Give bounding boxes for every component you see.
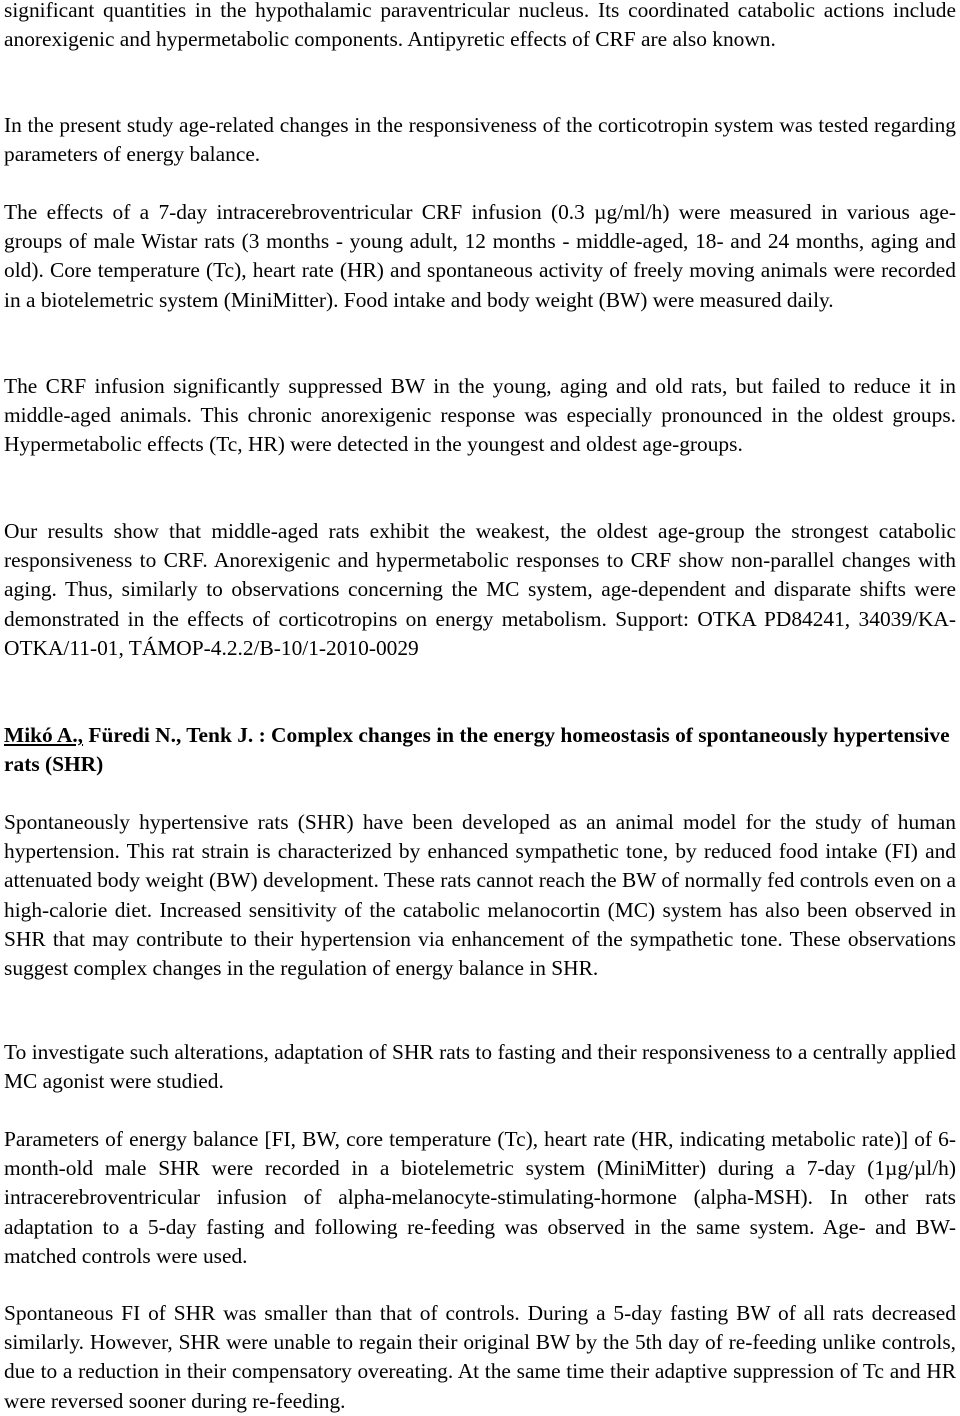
paragraph-shr-results: Spontaneous FI of SHR was smaller than that of controls. During a 5-day fasting BW of all rats decreased similarly. However, SHR were unable to regain their original BW by the 5th day of re-feeding unlike controls, due to a reduction in their compensatory overeating. At the same time their adaptive suppression of Tc and HR were reversed sooner during re-feeding. [4,1301,956,1413]
paragraph-conclusions: Our results show that middle-aged rats exhibit the weakest, the oldest age-group the strongest catabolic responsiveness to CRF. Anorexigenic and hypermetabolic responses to CRF show non-parallel changes with aging. Thus, similarly to observations concerning the MC system, age-dependent and disparate shifts were demonstrated in the effects of corticotropins on energy metabolism. Support: OTKA PD84241, 34039/KA-OTKA/11-01, TÁMOP-4.2.2/B-10/1-2010-0029 [4,519,956,660]
paragraph-intro-continued: significant quantities in the hypothalamic paraventricular nucleus. Its coordinated catabolic actions include anorexigenic and hypermetabolic components. Antipyretic effects of CRF are also known. [4,0,956,52]
paragraph-shr-background: Spontaneously hypertensive rats (SHR) have been developed as an animal model for the study of human hypertension. This rat strain is characterized by enhanced sympathetic tone, by reduced food intake (FI) and attenuated body weight (BW) development. These rats cannot reach the BW of normally fed controls even on a high-calorie diet. Increased sensitivity of the catabolic melanocortin (MC) system has also been observed in SHR that may contribute to their hypertension via enhancement of the sympathetic tone. These observations suggest complex changes in the regulation of energy balance in SHR. [4,810,956,981]
abstract-heading [4,721,956,779]
paragraph-results: The CRF infusion significantly suppressed BW in the young, aging and old rats, but failed to reduce it in middle-aged animals. This chronic anorexigenic response was especially pronounced in the oldest groups. Hypermetabolic effects (Tc, HR) were detected in the youngest and oldest age-groups. [4,374,956,457]
paragraph-present-study: In the present study age-related changes in the responsiveness of the corticotropin system was tested regarding parameters of energy balance. [4,113,956,167]
authors-and-title: Füredi N., Tenk J. : Complex changes in the energy homeostasis of spontaneously hypertensive rats (SHR) [4,723,950,777]
first-author: Mikó A., [4,723,84,747]
paragraph-methods: The effects of a 7-day intracerebroventricular CRF infusion (0.3 µg/ml/h) were measured in various age-groups of male Wistar rats (3 months - young adult, 12 months - middle-aged, 18- and 24 months, aging and old). Core temperature (Tc), heart rate (HR) and spontaneous activity of freely moving animals were recorded in a biotelemetric system (MiniMitter). Food intake and body weight (BW) were measured daily. [4,200,956,312]
paragraph-shr-methods: Parameters of energy balance [FI, BW, core temperature (Tc), heart rate (HR, indicating metabolic rate)] of 6-month-old male SHR were recorded in a biotelemetric system (MiniMitter) during a 7-day (1µg/µl/h) intracerebroventricular infusion of alpha-melanocyte-stimulating-hormone (alpha-MSH). In other rats adaptation to a 5-day fasting and following re-feeding was observed in the same system. Age- and BW-matched controls were used. [4,1127,956,1268]
paragraph-shr-aim: To investigate such alterations, adaptation of SHR rats to fasting and their responsiveness to a centrally applied MC agonist were studied. [4,1040,956,1094]
